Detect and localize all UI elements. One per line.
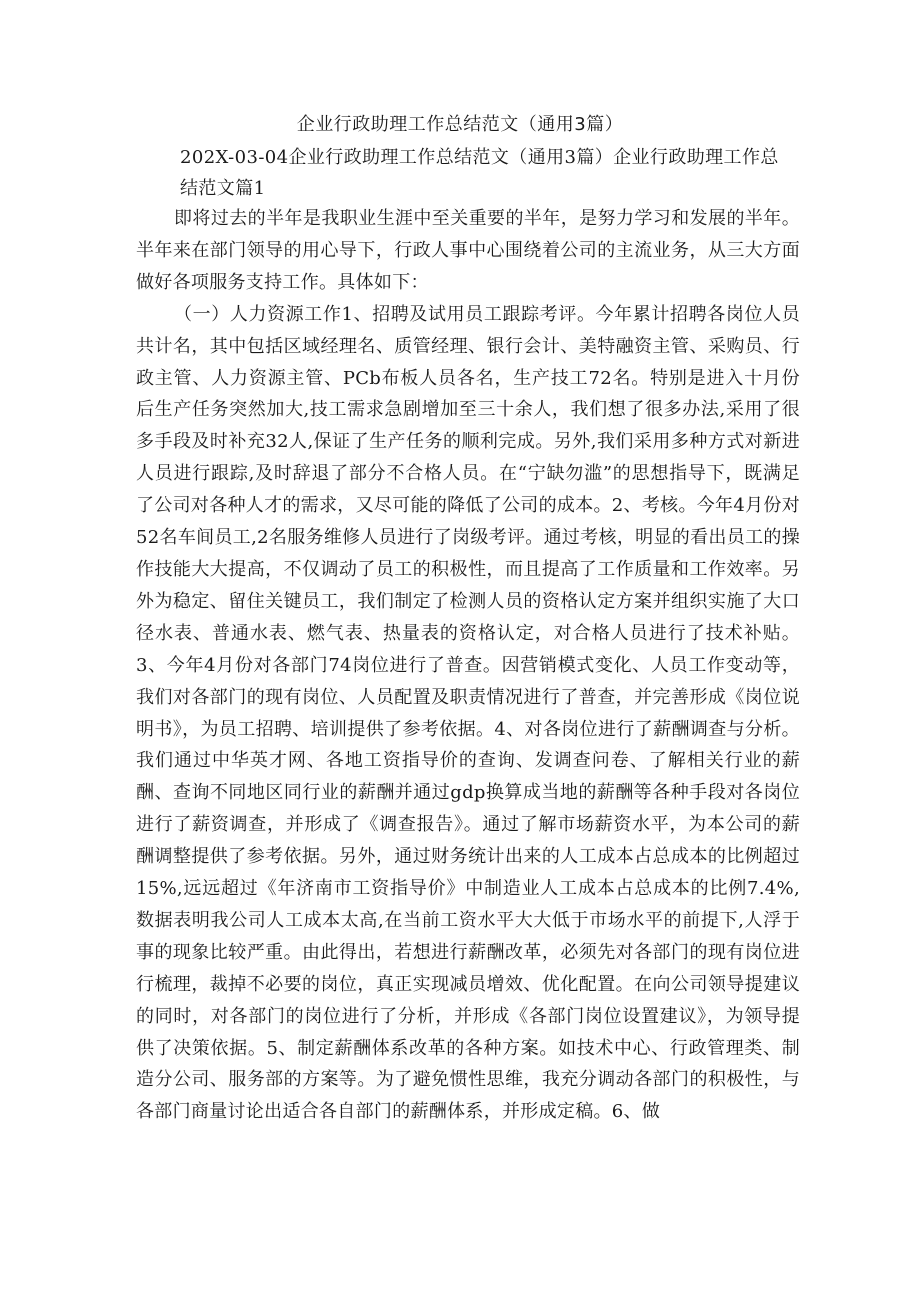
document-subtitle: 202X-03-04企业行政助理工作总结范文（通用3篇）企业行政助理工作总结范文篇1 (180, 147, 779, 199)
body-paragraph-intro: 即将过去的半年是我职业生涯中至关重要的半年，是努力学习和发展的半年。半年来在部门领导的用心导下，行政人事中心围绕着公司的主流业务，从三大方面做好各项服务支持工作。具体如下： (136, 208, 800, 293)
body-paragraph-hr-work: （一）人力资源工作1、招聘及试用员工跟踪考评。今年累计招聘各岗位人员共计名，其中包括区域经理名、质管经理、银行会计、美特融资主管、采购员、行政主管、人力资源主管、PCb布板人员各名，生产技工72名。特别是进入十月份后生产任务突然加大,技工需求急剧增加至三十余人，我们想了很多办法,采用了很多手段及时补充32人,保证了生产任务的顺利完成。另外,我们采用多种方式对新进人员进行跟踪,及时辞退了部分不合格人员。在“宁缺勿滥”的思想指导下，既满足了公司对各种人才的需求，又尽可能的降低了公司的成本。2、考核。今年4月份对52名车间员工,2名服务维修人员进行了岗级考评。通过考核，明显的看出员工的操作技能大大提高，不仅调动了员工的积极性，而且提高了工作质量和工作效率。另外为稳定、留住关键员工，我们制定了检测人员的资格认定方案并组织实施了大口径水表、普通水表、燃气表、热量表的资格认定，对合格人员进行了技术补贴。3、今年4月份对各部门74岗位进行了普查。因营销模式变化、人员工作变动等，我们对各部门的现有岗位、人员配置及职责情况进行了普查，并完善形成《岗位说明书》，为员工招聘、培训提供了参考依据。4、对各岗位进行了薪酬调查与分析。我们通过中华英才网、各地工资指导价的查询、发调查问卷、了解相关行业的薪酬、查询不同地区同行业的薪酬并通过gdp换算成当地的薪酬等各种手段对各岗位进行了薪资调查，并形成了《调查报告》。通过了解市场薪资水平，为本公司的薪酬调整提供了参考依据。另外，通过财务统计出来的人工成本占总成本的比例超过15%,远远超过《年济南市工资指导价》中制造业人工成本占总成本的比例7.4%,数据表明我公司人工成本太高,在当前工资水平大大低于市场水平的前提下,人浮于事的现象比较严重。由此得出，若想进行薪酬改革，必须先对各部门的现有岗位进行梳理，裁掉不必要的岗位，真正实现减员增效、优化配置。在向公司领导提建议的同时，对各部门的岗位进行了分析，并形成《各部门岗位设置建议》，为领导提供了决策依据。5、制定薪酬体系改革的各种方案。如技术中心、行政管理类、制造分公司、服务部的方案等。为了避免惯性思维，我充分调动各部门的积极性，与各部门商量讨论出适合各自部门的薪酬体系，并形成定稿。6、做 (136, 303, 801, 1123)
document-title: 企业行政助理工作总结范文（通用3篇） (296, 114, 624, 135)
document-body (136, 203, 800, 1128)
